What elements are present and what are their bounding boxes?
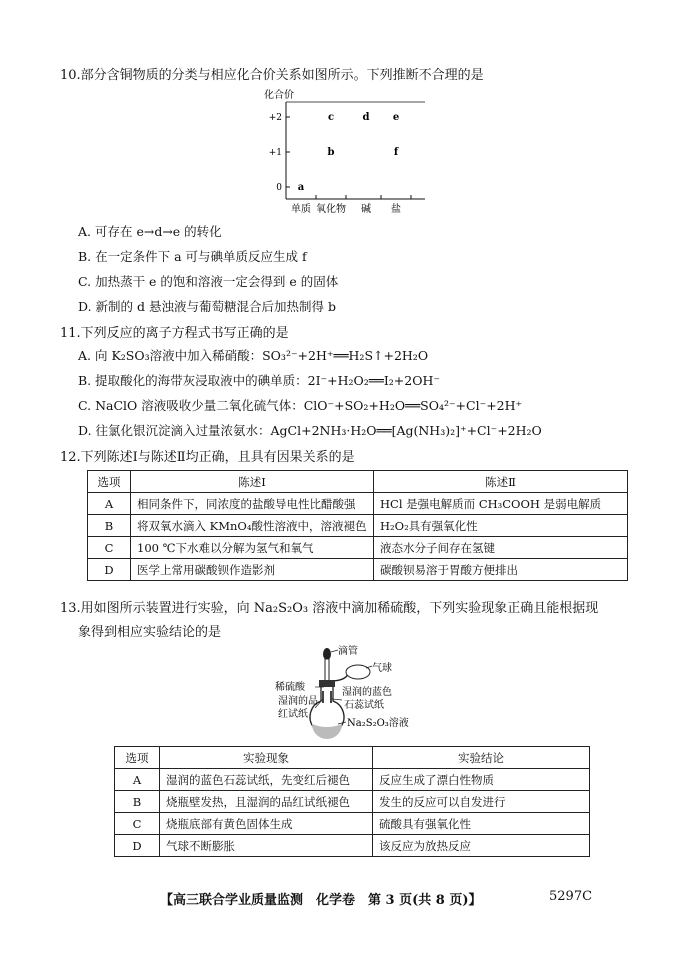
q11-option-b: B. 提取酸化的海带灰浸取液中的碘单质：2I⁻+H₂O₂══I₂+2OH⁻ <box>78 373 440 388</box>
label-red-paper-1: 湿润的品 <box>278 696 318 707</box>
header-option: 选项 <box>88 471 131 493</box>
q10-option-d: D. 新制的 d 悬浊液与葡萄糖混合后加热制得 b <box>78 299 336 314</box>
header-statement-2: 陈述Ⅱ <box>374 471 628 493</box>
test-paper-left <box>322 691 324 703</box>
header-statement-1: 陈述Ⅰ <box>131 471 374 493</box>
footer-left: 【高三联合学业质量监测 化学卷 第 3 页(共 8 页)】 <box>160 893 482 908</box>
cell-option: C <box>115 813 160 835</box>
point-e: e <box>392 112 400 123</box>
q12-stem: 12.下列陈述Ⅰ与陈述Ⅱ均正确，且具有因果关系的是 <box>60 450 355 465</box>
balloon <box>346 665 370 679</box>
cell-option: D <box>88 559 131 581</box>
dropper-bulb <box>323 648 331 660</box>
stopper <box>319 680 335 687</box>
table-row <box>115 835 590 857</box>
label-dropper: 滴管 <box>338 646 358 657</box>
x-category-label: 单质 <box>291 204 311 215</box>
q11-option-a: A. 向 K₂SO₃溶液中加入稀硝酸：SO₃²⁻+2H⁺══H₂S↑+2H₂O <box>78 348 429 363</box>
y-tick-label: +2 <box>268 113 282 123</box>
cell-conclusion: 该反应为放热反应 <box>373 835 590 857</box>
cell-option: B <box>88 515 131 537</box>
q13-stem-line2: 象得到相应实验结论的是 <box>78 625 222 640</box>
table-row <box>115 769 590 791</box>
q11-option-c: C. NaClO 溶液吸收少量二氧化硫气体：ClO⁻+SO₂+H₂O══SO₄²⁻+Cl⁻+2H⁺ <box>78 398 523 413</box>
cell-phenomenon: 湿润的蓝色石蕊试纸，先变红后褪色 <box>160 769 373 791</box>
cell-conclusion: 硫酸具有强氧化性 <box>373 813 590 835</box>
valence-chart <box>250 86 430 216</box>
chart-ylabel: 化合价 <box>264 90 294 101</box>
label-blue-paper-1: 湿润的蓝色 <box>342 687 392 698</box>
q10-option-c: C. 加热蒸干 e 的饱和溶液一定会得到 e 的固体 <box>78 274 339 289</box>
table-row <box>88 559 628 581</box>
q12-table <box>87 470 628 581</box>
point-b: b <box>327 147 335 158</box>
point-a: a <box>297 182 305 193</box>
cell-statement-1: 将双氧水滴入 KMnO₄酸性溶液中，溶液褪色 <box>131 515 374 537</box>
dropper-leader <box>331 650 338 652</box>
point-d: d <box>362 112 370 123</box>
table-header-row <box>115 747 590 769</box>
cell-phenomenon: 气球不断膨胀 <box>160 835 373 857</box>
header-phenomenon: 实验现象 <box>160 747 373 769</box>
cell-statement-2: 碳酸钡易溶于胃酸方便排出 <box>374 559 628 581</box>
cell-option: B <box>115 791 160 813</box>
table-header-row <box>88 471 628 493</box>
cell-statement-2: HCl 是强电解质而 CH₃COOH 是弱电解质 <box>374 493 628 515</box>
x-category-label: 盐 <box>391 204 401 215</box>
q10-stem: 10.部分含铜物质的分类与相应化合价关系如图所示。下列推断不合理的是 <box>60 68 484 83</box>
label-solution: Na₂S₂O₃溶液 <box>347 718 409 729</box>
y-tick-label: 0 <box>276 183 282 193</box>
balloon-tube <box>330 674 348 681</box>
footer-right: 5297C <box>549 889 593 904</box>
cell-option: A <box>88 493 131 515</box>
cell-statement-1: 相同条件下，同浓度的盐酸导电性比醋酸强 <box>131 493 374 515</box>
x-category-label: 氧化物 <box>316 204 346 215</box>
y-tick-label: +1 <box>268 148 282 158</box>
label-blue-paper-2: 石蕊试纸 <box>344 700 384 711</box>
cell-statement-1: 100 ℃下水难以分解为氢气和氧气 <box>131 537 374 559</box>
x-category-label: 碱 <box>361 204 371 215</box>
table-row <box>88 493 628 515</box>
q10-option-b: B. 在一定条件下 a 可与碘单质反应生成 f <box>78 249 307 264</box>
table-row <box>115 813 590 835</box>
table-row <box>88 515 628 537</box>
cell-option: C <box>88 537 131 559</box>
cell-option: D <box>115 835 160 857</box>
table-row <box>88 537 628 559</box>
cell-statement-2: H₂O₂具有强氧化性 <box>374 515 628 537</box>
cell-statement-2: 液态水分子间存在氢键 <box>374 537 628 559</box>
header-conclusion: 实验结论 <box>373 747 590 769</box>
q13-stem-line1: 13.用如图所示装置进行实验，向 Na₂S₂O₃ 溶液中滴加稀硫酸，下列实验现象正确且能根据现 <box>60 601 599 616</box>
q11-stem: 11.下列反应的离子方程式书写正确的是 <box>60 326 289 341</box>
point-c: c <box>327 112 335 123</box>
cell-statement-1: 医学上常用碳酸钡作造影剂 <box>131 559 374 581</box>
label-balloon: 气球 <box>372 663 392 674</box>
label-red-paper-2: 红试纸 <box>278 709 308 720</box>
apparatus-diagram <box>270 644 430 744</box>
q13-table <box>114 746 590 857</box>
cell-phenomenon: 烧瓶底部有黄色固体生成 <box>160 813 373 835</box>
table-row <box>115 791 590 813</box>
q10-option-a: A. 可存在 e→d→e 的转化 <box>78 224 222 239</box>
header-option: 选项 <box>115 747 160 769</box>
cell-conclusion: 发生的反应可以自发进行 <box>373 791 590 813</box>
cell-option: A <box>115 769 160 791</box>
label-acid: 稀硫酸 <box>275 682 305 693</box>
cell-conclusion: 反应生成了漂白性物质 <box>373 769 590 791</box>
test-paper-right <box>330 691 332 703</box>
cell-phenomenon: 烧瓶壁发热，且湿润的品红试纸褪色 <box>160 791 373 813</box>
point-f: f <box>393 147 399 158</box>
q11-option-d: D. 往氯化银沉淀滴入过量浓氨水：AgCl+2NH₃·H₂O══[Ag(NH₃)₂]⁺+Cl⁻+2H₂O <box>78 423 542 438</box>
